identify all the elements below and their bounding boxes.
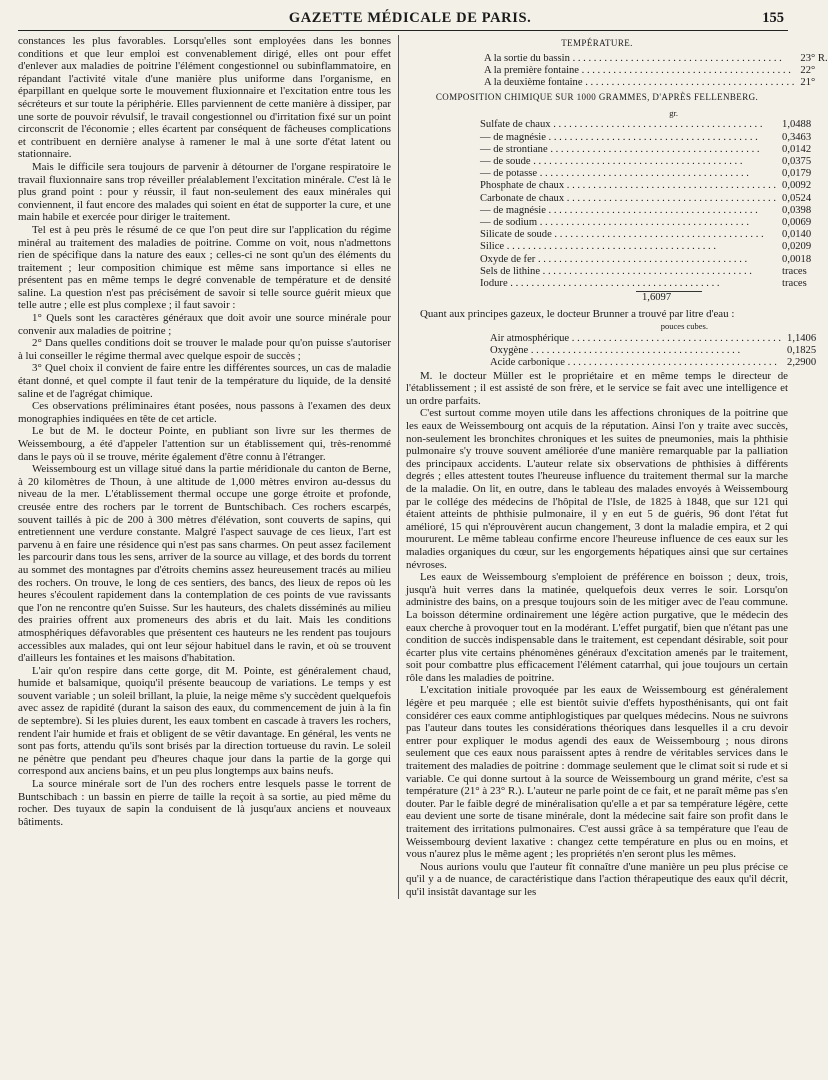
table-row xyxy=(406,229,811,241)
page-header xyxy=(18,10,788,31)
row-label: A la deuxième fontaine . . . . . . . . . . . . . . . . . . . . . . . . . . . . . . . . . . . . . . . . xyxy=(484,77,795,88)
row-value: 0,0209 xyxy=(782,241,812,253)
table-row xyxy=(406,53,828,65)
row-label: Silice . . . . . . . . . . . . . . . . . . . . . . . . . . . . . . . . . . . . . . . . xyxy=(480,241,717,253)
row-label: Iodure . . . . . . . . . . . . . . . . . . . . . . . . . . . . . . . . . . . . . . . . xyxy=(480,278,720,290)
paragraph: C'est surtout comme moyen utile dans les affections chroniques de la poitrine que les eaux de Weissembourg ont acquis de la réputation. Ainsi l'on y traite avec succès, non-seulement les bronchites chroniques et les suites de pneumonies, mais la phthisie pulmonaire s'y trouve souvent améliorée d'une manière remarquable par la palliation des principaux accidents. L'auteur relate six observations de phthisies à différents degrés ; elles attestent toutes l'heureuse influence du traitement thermal sur la marche de la maladie. On lit, en outre, dans le tableau des malades envoyés à Weissembourg par le collége des médecins de l'hôpital de l'Isle, de 1825 à 1848, que sur 121 qui étaient atteints de phthisie pulmonaire, il y en eut 5 de guéris, 96 dont l'état fut amélioré, 15 qui n'éprouvèrent aucun changement, 3 dont la maladie empira, et 2 qui moururent. Le même tableau confirme encore l'heureuse influence de ces eaux sur les maladies organiques du cœur, sur les engorgements hépatiques ainsi que sur certaines névroses. xyxy=(406,407,788,571)
gas-intro: Quant aux principes gazeux, le docteur Brunner a trouvé par litre d'eau : xyxy=(420,307,735,320)
paragraph: Le but de M. le docteur Pointe, en publiant son livre sur les thermes de Weissembourg, a été d'appeler l'attention sur un établissement qui, très-renommé dans le pays où il se trouve, mérite également d'être connu à l'étranger. xyxy=(18,425,391,463)
paragraph: Weissembourg est un village situé dans la partie méridionale du canton de Berne, à 20 kilomètres de Thoun, à une altitude de 1,000 mètres environ au-dessus du niveau de la mer. L'établissement thermal occupe une gorge étroite et profonde, creusée entre des rochers par le torrent de Buntschibach. Ces rochers escarpés, souvent taillés à pic de 200 à 300 mètres d'élévation, sont couverts de sapins, qui entretiennent une verdure constante. Malgré l'aspect sauvage de ces lieux, l'art est parvenu à en faire une résidence qui n'est pas sans charmes. On peut assez facilement les parcourir dans tous les sens, arriver de la source au village, et des bords du torrent au sommet des montagnes par d'étroits chemins assez heureusement tracés au milieu des rochers. On trouve, le long de ces sentiers, des bancs, des lieux de repos où les heures s'écoulent rapidement dans la contemplation de ces points de vue ravissants que l'on ne rencontre qu'en Suisse. Sur les hauteurs, des chalets disséminés au milieu des prairies offrent aux promeneurs des abris et du lait. Mais les conditions atmosphériques défavorables que présentent ces hauteurs ne les rendent pas toujours accessibles aux malades, qui ont leur séjour habituel dans le ravin, et où se trouvent d'ailleurs les fontaines et les maisons d'habitation. xyxy=(18,463,391,665)
table-row xyxy=(406,180,811,192)
row-value: 1,1406 xyxy=(787,333,817,345)
journal-title: GAZETTE MÉDICALE DE PARIS. xyxy=(288,10,532,26)
table-row xyxy=(406,357,816,369)
row-value: 0,0092 xyxy=(782,180,812,192)
row-label: — de magnésie . . . . . . . . . . . . . . . . . . . . . . . . . . . . . . . . . . . . . . . . xyxy=(480,131,758,143)
row-value: 0,3463 xyxy=(782,131,812,143)
paragraph: 1° Quels sont les caractères généraux que doit avoir une source minérale pour convenir aux maladies de poitrine ; xyxy=(18,312,391,337)
row-value: 2,2900 xyxy=(787,357,817,369)
left-column xyxy=(18,35,399,899)
table-row xyxy=(406,156,811,168)
row-label: Silicate de soude . . . . . . . . . . . . . . . . . . . . . . . . . . . . . . . . . . . . . . . . xyxy=(480,229,764,241)
row-value: 23° R. xyxy=(800,52,828,64)
page-number: 155 xyxy=(762,10,784,26)
temperature-heading: TEMPÉRATURE. xyxy=(561,38,633,48)
paragraph: Les eaux de Weissembourg s'emploient de préférence en boisson ; deux, trois, jusqu'à huit verres dans la matinée, quelquefois deux verres le soir. Lorsqu'on administre des bains, on a presque toujours soin de les mitiger avec de l'eau commune. La boisson détermine ordinairement une légère action purgative, que le médecin des eaux cherche à provoquer tout en la modérant. L'effet purgatif, bien que n'étant pas une condition de succès indispensable dans le traitement, est cependant désirable, soit pour écarter plus vite certains phénomènes généraux d'excitation amenés par le traitement, soit pour combattre plus efficacement l'élément catarrhal, qui joue toujours un certain rôle dans les maladies de poitrine. xyxy=(406,571,788,684)
row-label: Phosphate de chaux . . . . . . . . . . . . . . . . . . . . . . . . . . . . . . . . . . . . . . . . xyxy=(480,180,777,192)
table-row xyxy=(406,168,811,180)
row-label: — de magnésie . . . . . . . . . . . . . . . . . . . . . . . . . . . . . . . . . . . . . . . . xyxy=(480,204,758,216)
paragraph: L'excitation initiale provoquée par les eaux de Weissembourg est généralement légère et peu marquée ; elle est bientôt suivie d'effets hyposthénisants, qui ont fait considérer ces eaux comme antiphlogistiques par quelques médecins. Nous ne suivrons pas l'auteur dans toutes les considérations théoriques dans lesquelles il a cru devoir entrer pour expliquer le modus agendi des eaux de Weissembourg ; nous dirons seulement que ces eaux nous paraissent aptes à rendre de véritables services dans le traitement des maladies de poitrine : dommage seulement que le climat soit si rude et si variable. Ce qui donne surtout à la source de Weissembourg un grand mérite, c'est sa température (21° à 23° R.). L'auteur ne parle point de ce fait, et ne paraît même pas s'en douter. Par le faible degré de minéralisation qu'elle a et par sa température légère, cette eau devient une sorte de tisane minérale, dont la médecine sait faire son profit dans le traitement des irritations pulmonaires. C'est aussi grâce à sa température que l'eau de Weissembourg devient laxative : changez cette température en plus ou en moins, et vous n'aurez plus le même agent ; les propriétés n'en seront plus les mêmes. xyxy=(406,684,788,861)
row-label: Acide carbonique . . . . . . . . . . . . . . . . . . . . . . . . . . . . . . . . . . . . . . . . xyxy=(490,357,777,369)
row-value: 0,0524 xyxy=(782,192,812,204)
two-column-body xyxy=(18,35,828,899)
table-row xyxy=(406,77,828,89)
table-row xyxy=(406,333,816,345)
paragraph: Ces observations préliminaires étant posées, nous passons à l'examen des deux monographies indiquées en tête de cet article. xyxy=(18,400,391,425)
table-row xyxy=(406,254,811,266)
paragraph: M. le docteur Müller est le propriétaire et en même temps le directeur de l'établissement ; il est assisté de son frère, et le service se fait avec une intelligence et un ordre parfaits. xyxy=(406,369,788,407)
row-value: 0,0018 xyxy=(782,253,812,265)
row-value: 0,1825 xyxy=(787,345,817,357)
row-value: 0,0398 xyxy=(782,204,812,216)
table-row xyxy=(406,345,816,357)
composition-heading: COMPOSITION CHIMIQUE SUR 1000 GRAMMES, D'APRÈS FELLENBERG. xyxy=(435,92,759,103)
paragraph: 3° Quel choix il convient de faire entre les différentes sources, un cas de maladie étant donné, et quel compte il faut tenir de la température du liquide, de la densité saline et de l'agrégat chimique. xyxy=(18,362,391,400)
row-label: Air atmosphérique . . . . . . . . . . . . . . . . . . . . . . . . . . . . . . . . . . . . . . . . xyxy=(490,333,782,345)
row-label: Oxygène . . . . . . . . . . . . . . . . . . . . . . . . . . . . . . . . . . . . . . . . xyxy=(490,345,741,357)
row-label: — de strontiane . . . . . . . . . . . . . . . . . . . . . . . . . . . . . . . . . . . . . . . . xyxy=(480,143,760,155)
table-row xyxy=(406,241,811,253)
row-value: 21° xyxy=(800,77,816,88)
gas-unit: pouces cubes. xyxy=(660,321,708,332)
gas-table xyxy=(406,333,816,370)
row-value: 1,0488 xyxy=(782,119,812,131)
paragraph: constances les plus favorables. Lorsqu'elles sont employées dans les bonnes conditions et que leur emploi est convenablement dirigé, elles ont pour effet d'enlever aux maladies de poitrine l'élément congestionnel ou subinflammatoire, en répandant l'activité vitale d'une manière plus uniforme dans l'organisme, en éparpillant en quelque sorte le mouvement fluxionnaire et l'excitation entre tous les sécréteurs et sur toute la périphérie. Elles parviennent de cette manière à dissiper, par une sorte de pouvoir révulsif, le travail congestionnel ou d'irritation fixé sur un point circonscrit de l'économie ; elles écartent par conséquent de fâcheuses complications et contribuent en dernière analyse à ramener le mal à une sorte d'état latent ou stationnaire. xyxy=(18,35,391,161)
row-label: Sels de lithine . . . . . . . . . . . . . . . . . . . . . . . . . . . . . . . . . . . . . . . . xyxy=(480,265,752,277)
row-label: A la première fontaine . . . . . . . . . . . . . . . . . . . . . . . . . . . . . . . . . . . . . . . . xyxy=(484,64,791,76)
composition-table xyxy=(406,119,811,290)
row-value: 0,0142 xyxy=(782,143,812,155)
row-value: 0,0140 xyxy=(782,229,812,241)
row-value: 22° xyxy=(800,64,816,76)
table-row xyxy=(406,144,811,156)
row-value: traces xyxy=(782,278,807,290)
row-label: Oxyde de fer . . . . . . . . . . . . . . . . . . . . . . . . . . . . . . . . . . . . . . . . xyxy=(480,253,748,265)
paragraph: Tel est à peu près le résumé de ce que l'on peut dire sur l'application du régime minéral au traitement des maladies de poitrine. Comme on voit, nous n'admettons rien de spécifique dans la nature des eaux ; celles-ci ne sont qu'un des éléments du traitement ; leur composition chimique est même sans importance si elles ne présentent pas en même temps le degré convenable de température et de densité saline. La question n'est pas précisément de savoir si telle source guérit mieux que telle autre ; elle est plus complexe ; il faut savoir : xyxy=(18,223,391,312)
row-label: — de sodium . . . . . . . . . . . . . . . . . . . . . . . . . . . . . . . . . . . . . . . . xyxy=(480,217,749,229)
table-row xyxy=(406,65,828,77)
row-label: — de potasse . . . . . . . . . . . . . . . . . . . . . . . . . . . . . . . . . . . . . . . . xyxy=(480,168,749,180)
row-value: 0,0069 xyxy=(782,217,812,229)
temperature-table xyxy=(406,53,828,90)
row-label: A la sortie du bassin . . . . . . . . . . . . . . . . . . . . . . . . . . . . . . . . . . . . . . . . xyxy=(484,52,782,64)
paragraph: La source minérale sort de l'un des rochers entre lesquels passe le torrent de Buntschibach : un bassin en pierre de taille la reçoit à sa sortie, au pied même du rocher. Des tuyaux de sapin la conduisent de là jusqu'aux anciens et nouveaux bâtiments. xyxy=(18,778,391,828)
table-row xyxy=(406,193,811,205)
composition-total: 1,6097 xyxy=(636,291,702,305)
right-column xyxy=(399,35,828,899)
table-row xyxy=(406,278,811,290)
table-row xyxy=(406,217,811,229)
table-row xyxy=(406,132,811,144)
table-row xyxy=(406,119,811,131)
row-label: Sulfate de chaux . . . . . . . . . . . . . . . . . . . . . . . . . . . . . . . . . . . . . . . . xyxy=(480,119,763,131)
paragraph: Nous aurions voulu que l'auteur fît connaître d'une manière un peu plus précise ce qu'il y a de nuance, de caractéristique dans l'action thérapeutique des eaux qu'il décrit, qu'il insistât davantage sur les xyxy=(406,860,788,898)
paragraph: L'air qu'on respire dans cette gorge, dit M. Pointe, est généralement chaud, humide et balsamique, quoiqu'il présente beaucoup de variations. Le temps y est souvent variable ; un soleil brillant, la pluie, la neige même s'y succèdent quelquefois avec assez de rapidité (durant la saison des eaux, du commencement de juin à la fin de septembre). Si les pluies durent, les eaux tombent en cascade à travers les rochers, rendent l'air humide et frais et obligent de se vêtir davantage. En général, les vents ne sont pas forts, attendu qu'ils sont brisés par la direction tortueuse du ravin. Le soleil ne pénètre que pendant peu d'heures chaque jour dans la partie de la gorge qui correspond aux anciens bains, et un peu plus longtemps aux bains neufs. xyxy=(18,664,391,778)
table-row xyxy=(406,266,811,278)
row-value: 0,0375 xyxy=(782,156,812,167)
paragraph: Mais le difficile sera toujours de parvenir à détourner de l'organe respiratoire le travail fluxionnaire sans trop réveiller préalablement l'excitation minérale. C'est là le plus grand point : pour y réussir, il faut non-seulement des eaux minérales qui conviennent, il faut encore des malades qui soient en état de supporter la cure, et une main habile et exercée pour diriger le traitement. xyxy=(18,160,391,224)
row-value: traces xyxy=(782,265,807,277)
composition-unit: gr. xyxy=(669,107,678,118)
row-label: Carbonate de chaux . . . . . . . . . . . . . . . . . . . . . . . . . . . . . . . . . . . . . . . . xyxy=(480,192,776,204)
table-row xyxy=(406,205,811,217)
paragraph: 2° Dans quelles conditions doit se trouver le malade pour qu'on puisse s'autoriser à lui conseiller le régime thermal avec quelque espoir de succès ; xyxy=(18,337,391,362)
row-label: — de soude . . . . . . . . . . . . . . . . . . . . . . . . . . . . . . . . . . . . . . . . xyxy=(480,156,743,167)
row-value: 0,0179 xyxy=(782,168,812,180)
